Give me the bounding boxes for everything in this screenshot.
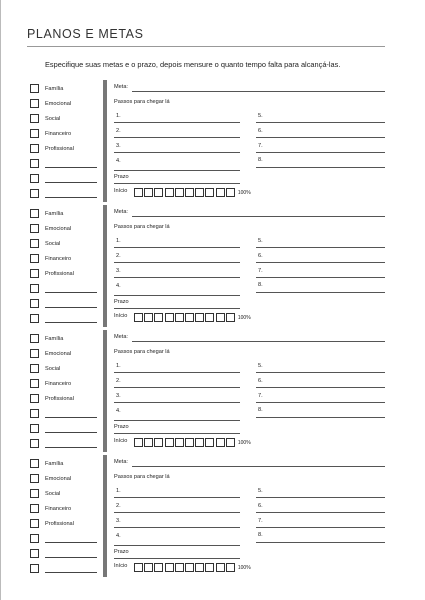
progress-box[interactable] xyxy=(144,563,153,572)
progress-box[interactable] xyxy=(175,563,184,572)
block-divider-bar xyxy=(103,205,107,327)
step-line[interactable] xyxy=(256,417,385,418)
meta-label: Meta: xyxy=(114,209,128,215)
category-item xyxy=(30,188,97,199)
category-label: Profissional xyxy=(45,520,74,527)
step-line[interactable] xyxy=(114,295,240,296)
step-line[interactable] xyxy=(114,497,240,498)
progress-box[interactable] xyxy=(134,188,143,197)
block-divider-bar xyxy=(103,330,107,452)
category-checkbox[interactable] xyxy=(30,254,39,263)
progress-percent-label: 100% xyxy=(237,314,251,321)
category-item xyxy=(30,143,74,154)
progress-box[interactable] xyxy=(185,313,194,322)
step-number: 1. xyxy=(116,363,121,369)
step-number: 2. xyxy=(116,378,121,384)
category-label: Profissional xyxy=(45,395,74,402)
page-title: PLANOS E METAS xyxy=(27,27,144,41)
category-item xyxy=(30,408,97,419)
progress-box[interactable] xyxy=(195,188,204,197)
meta-label: Meta: xyxy=(114,459,128,465)
step-number: 7. xyxy=(258,393,263,399)
category-checkbox[interactable] xyxy=(30,474,39,483)
category-checkbox[interactable] xyxy=(30,299,39,308)
category-item xyxy=(30,378,71,389)
progress-box[interactable] xyxy=(226,438,235,447)
progress-box[interactable] xyxy=(195,563,204,572)
category-item xyxy=(30,563,97,574)
category-item xyxy=(30,363,60,374)
progress-box[interactable] xyxy=(216,438,225,447)
step-line[interactable] xyxy=(114,527,240,528)
custom-category-line[interactable] xyxy=(45,292,97,293)
progress-box[interactable] xyxy=(205,438,214,447)
step-line[interactable] xyxy=(114,122,240,123)
category-label: Social xyxy=(45,240,61,247)
start-label: Início xyxy=(114,188,128,194)
progress-box[interactable] xyxy=(216,188,225,197)
steps-heading: Passos para chegar lá xyxy=(114,99,170,105)
deadline-label: Prazo xyxy=(114,549,129,555)
category-label: Família xyxy=(45,85,64,92)
meta-line[interactable] xyxy=(132,91,385,92)
step-number: 8. xyxy=(258,532,263,538)
deadline-line[interactable] xyxy=(114,433,240,434)
category-item xyxy=(30,333,63,344)
meta-line[interactable] xyxy=(132,466,385,467)
category-checkbox[interactable] xyxy=(30,84,39,93)
category-checkbox[interactable] xyxy=(30,424,39,433)
step-line[interactable] xyxy=(114,512,240,513)
category-checkbox[interactable] xyxy=(30,459,39,468)
category-checkbox[interactable] xyxy=(30,159,39,168)
category-label: Emocional xyxy=(45,100,72,107)
progress-box[interactable] xyxy=(205,563,214,572)
step-number: 4. xyxy=(116,158,121,164)
progress-box[interactable] xyxy=(154,188,163,197)
step-line[interactable] xyxy=(114,402,240,403)
step-line[interactable] xyxy=(114,247,240,248)
progress-percent-label: 100% xyxy=(237,189,251,196)
category-item xyxy=(30,548,97,559)
category-item xyxy=(30,473,71,484)
category-label: Social xyxy=(45,365,61,372)
progress-box[interactable] xyxy=(134,438,143,447)
step-line[interactable] xyxy=(256,152,385,153)
step-line[interactable] xyxy=(256,372,385,373)
progress-box[interactable] xyxy=(185,438,194,447)
step-number: 8. xyxy=(258,282,263,288)
progress-box[interactable] xyxy=(165,563,174,572)
category-label: Financeiro xyxy=(45,130,72,137)
step-line[interactable] xyxy=(256,387,385,388)
progress-box[interactable] xyxy=(134,313,143,322)
category-item xyxy=(30,438,97,449)
progress-box[interactable] xyxy=(165,313,174,322)
category-label: Financeiro xyxy=(45,380,72,387)
category-checkbox[interactable] xyxy=(30,379,39,388)
category-item xyxy=(30,83,63,94)
category-label: Social xyxy=(45,490,61,497)
category-item xyxy=(30,533,97,544)
progress-box[interactable] xyxy=(144,438,153,447)
custom-category-line[interactable] xyxy=(45,307,97,308)
category-label: Financeiro xyxy=(45,505,72,512)
step-line[interactable] xyxy=(114,387,240,388)
step-number: 7. xyxy=(258,518,263,524)
progress-box[interactable] xyxy=(205,313,214,322)
steps-heading: Passos para chegar lá xyxy=(114,349,170,355)
category-checkbox[interactable] xyxy=(30,534,39,543)
step-number: 6. xyxy=(258,503,263,509)
category-item xyxy=(30,223,71,234)
step-number: 7. xyxy=(258,143,263,149)
step-number: 6. xyxy=(258,378,263,384)
progress-box[interactable] xyxy=(165,438,174,447)
deadline-label: Prazo xyxy=(114,174,129,180)
progress-box[interactable] xyxy=(175,438,184,447)
step-line[interactable] xyxy=(114,137,240,138)
step-number: 3. xyxy=(116,143,121,149)
category-label: Família xyxy=(45,210,64,217)
category-checkbox[interactable] xyxy=(30,224,39,233)
category-checkbox[interactable] xyxy=(30,504,39,513)
deadline-line[interactable] xyxy=(114,183,240,184)
steps-heading: Passos para chegar lá xyxy=(114,224,170,230)
progress-tracker xyxy=(134,563,251,572)
step-number: 4. xyxy=(116,533,121,539)
custom-category-line[interactable] xyxy=(45,432,97,433)
progress-box[interactable] xyxy=(154,438,163,447)
category-item xyxy=(30,348,71,359)
step-number: 2. xyxy=(116,253,121,259)
step-number: 2. xyxy=(116,503,121,509)
meta-line[interactable] xyxy=(132,216,385,217)
step-line[interactable] xyxy=(256,122,385,123)
category-item xyxy=(30,113,60,124)
category-checkbox[interactable] xyxy=(30,99,39,108)
progress-box[interactable] xyxy=(175,188,184,197)
step-number: 3. xyxy=(116,518,121,524)
category-checkbox[interactable] xyxy=(30,284,39,293)
step-line[interactable] xyxy=(256,277,385,278)
progress-box[interactable] xyxy=(226,313,235,322)
block-divider-bar xyxy=(103,455,107,577)
progress-box[interactable] xyxy=(226,188,235,197)
category-label: Emocional xyxy=(45,350,72,357)
custom-category-line[interactable] xyxy=(45,182,97,183)
category-item xyxy=(30,128,71,139)
category-checkbox[interactable] xyxy=(30,239,39,248)
start-label: Início xyxy=(114,563,128,569)
step-number: 5. xyxy=(258,363,263,369)
step-number: 5. xyxy=(258,238,263,244)
progress-box[interactable] xyxy=(216,563,225,572)
category-item xyxy=(30,458,63,469)
category-checkbox[interactable] xyxy=(30,174,39,183)
progress-tracker xyxy=(134,313,251,322)
deadline-line[interactable] xyxy=(114,308,240,309)
step-line[interactable] xyxy=(114,420,240,421)
step-line[interactable] xyxy=(256,167,385,168)
progress-box[interactable] xyxy=(216,313,225,322)
step-number: 7. xyxy=(258,268,263,274)
steps-heading: Passos para chegar lá xyxy=(114,474,170,480)
category-item xyxy=(30,298,97,309)
goal-block xyxy=(30,330,385,450)
category-checkbox[interactable] xyxy=(30,114,39,123)
category-checkbox[interactable] xyxy=(30,409,39,418)
category-item xyxy=(30,518,74,529)
category-checkbox[interactable] xyxy=(30,189,39,198)
progress-tracker xyxy=(134,188,251,197)
category-item xyxy=(30,238,60,249)
step-line[interactable] xyxy=(114,545,240,546)
category-item xyxy=(30,503,71,514)
block-divider-bar xyxy=(103,80,107,202)
step-line[interactable] xyxy=(256,497,385,498)
category-label: Família xyxy=(45,460,64,467)
progress-box[interactable] xyxy=(205,188,214,197)
title-divider xyxy=(27,46,385,47)
custom-category-line[interactable] xyxy=(45,167,97,168)
category-checkbox[interactable] xyxy=(30,129,39,138)
category-checkbox[interactable] xyxy=(30,334,39,343)
category-checkbox[interactable] xyxy=(30,269,39,278)
page-instructions: Especifique suas metas e o prazo, depois mensure o quanto tempo falta para alcançá-las. xyxy=(45,60,341,69)
category-checkbox[interactable] xyxy=(30,439,39,448)
progress-box[interactable] xyxy=(175,313,184,322)
step-number: 3. xyxy=(116,268,121,274)
progress-box[interactable] xyxy=(226,563,235,572)
step-line[interactable] xyxy=(256,527,385,528)
custom-category-line[interactable] xyxy=(45,322,97,323)
category-label: Profissional xyxy=(45,270,74,277)
progress-box[interactable] xyxy=(144,188,153,197)
meta-label: Meta: xyxy=(114,84,128,90)
step-line[interactable] xyxy=(256,292,385,293)
step-line[interactable] xyxy=(114,152,240,153)
category-item xyxy=(30,393,74,404)
category-checkbox[interactable] xyxy=(30,549,39,558)
category-label: Profissional xyxy=(45,145,74,152)
step-number: 4. xyxy=(116,408,121,414)
category-label: Social xyxy=(45,115,61,122)
category-label: Emocional xyxy=(45,475,72,482)
custom-category-line[interactable] xyxy=(45,572,97,573)
custom-category-line[interactable] xyxy=(45,417,97,418)
step-line[interactable] xyxy=(114,170,240,171)
step-line[interactable] xyxy=(256,137,385,138)
category-checkbox[interactable] xyxy=(30,349,39,358)
category-item xyxy=(30,158,97,169)
step-number: 1. xyxy=(116,488,121,494)
progress-box[interactable] xyxy=(195,438,204,447)
deadline-line[interactable] xyxy=(114,558,240,559)
step-line[interactable] xyxy=(256,247,385,248)
step-line[interactable] xyxy=(114,277,240,278)
category-item xyxy=(30,268,74,279)
custom-category-line[interactable] xyxy=(45,542,97,543)
category-label: Família xyxy=(45,335,64,342)
step-line[interactable] xyxy=(256,542,385,543)
category-checkbox[interactable] xyxy=(30,364,39,373)
step-number: 1. xyxy=(116,238,121,244)
progress-box[interactable] xyxy=(195,313,204,322)
category-item xyxy=(30,488,60,499)
step-number: 8. xyxy=(258,157,263,163)
goal-block xyxy=(30,205,385,325)
category-checkbox[interactable] xyxy=(30,564,39,573)
progress-box[interactable] xyxy=(154,313,163,322)
custom-category-line[interactable] xyxy=(45,557,97,558)
start-label: Início xyxy=(114,313,128,319)
category-item xyxy=(30,173,97,184)
progress-box[interactable] xyxy=(185,188,194,197)
category-checkbox[interactable] xyxy=(30,314,39,323)
meta-label: Meta: xyxy=(114,334,128,340)
step-number: 3. xyxy=(116,393,121,399)
category-label: Financeiro xyxy=(45,255,72,262)
category-item xyxy=(30,98,71,109)
step-line[interactable] xyxy=(256,402,385,403)
category-checkbox[interactable] xyxy=(30,489,39,498)
step-number: 4. xyxy=(116,283,121,289)
step-line[interactable] xyxy=(114,262,240,263)
deadline-label: Prazo xyxy=(114,299,129,305)
category-item xyxy=(30,253,71,264)
start-label: Início xyxy=(114,438,128,444)
progress-box[interactable] xyxy=(154,563,163,572)
meta-line[interactable] xyxy=(132,341,385,342)
step-number: 6. xyxy=(258,128,263,134)
step-number: 1. xyxy=(116,113,121,119)
progress-box[interactable] xyxy=(165,188,174,197)
progress-box[interactable] xyxy=(144,313,153,322)
page-edge xyxy=(0,0,1,600)
custom-category-line[interactable] xyxy=(45,197,97,198)
step-number: 2. xyxy=(116,128,121,134)
category-label: Emocional xyxy=(45,225,72,232)
category-item xyxy=(30,423,97,434)
step-number: 5. xyxy=(258,113,263,119)
step-number: 8. xyxy=(258,407,263,413)
goal-block xyxy=(30,455,385,575)
step-number: 6. xyxy=(258,253,263,259)
progress-box[interactable] xyxy=(185,563,194,572)
category-item xyxy=(30,208,63,219)
step-line[interactable] xyxy=(114,372,240,373)
deadline-label: Prazo xyxy=(114,424,129,430)
progress-percent-label: 100% xyxy=(237,439,251,446)
goal-block xyxy=(30,80,385,200)
custom-category-line[interactable] xyxy=(45,447,97,448)
step-line[interactable] xyxy=(256,262,385,263)
category-checkbox[interactable] xyxy=(30,394,39,403)
step-number: 5. xyxy=(258,488,263,494)
category-item xyxy=(30,313,97,324)
step-line[interactable] xyxy=(256,512,385,513)
progress-percent-label: 100% xyxy=(237,564,251,571)
category-checkbox[interactable] xyxy=(30,519,39,528)
progress-tracker xyxy=(134,438,251,447)
progress-box[interactable] xyxy=(134,563,143,572)
category-checkbox[interactable] xyxy=(30,144,39,153)
category-checkbox[interactable] xyxy=(30,209,39,218)
category-item xyxy=(30,283,97,294)
